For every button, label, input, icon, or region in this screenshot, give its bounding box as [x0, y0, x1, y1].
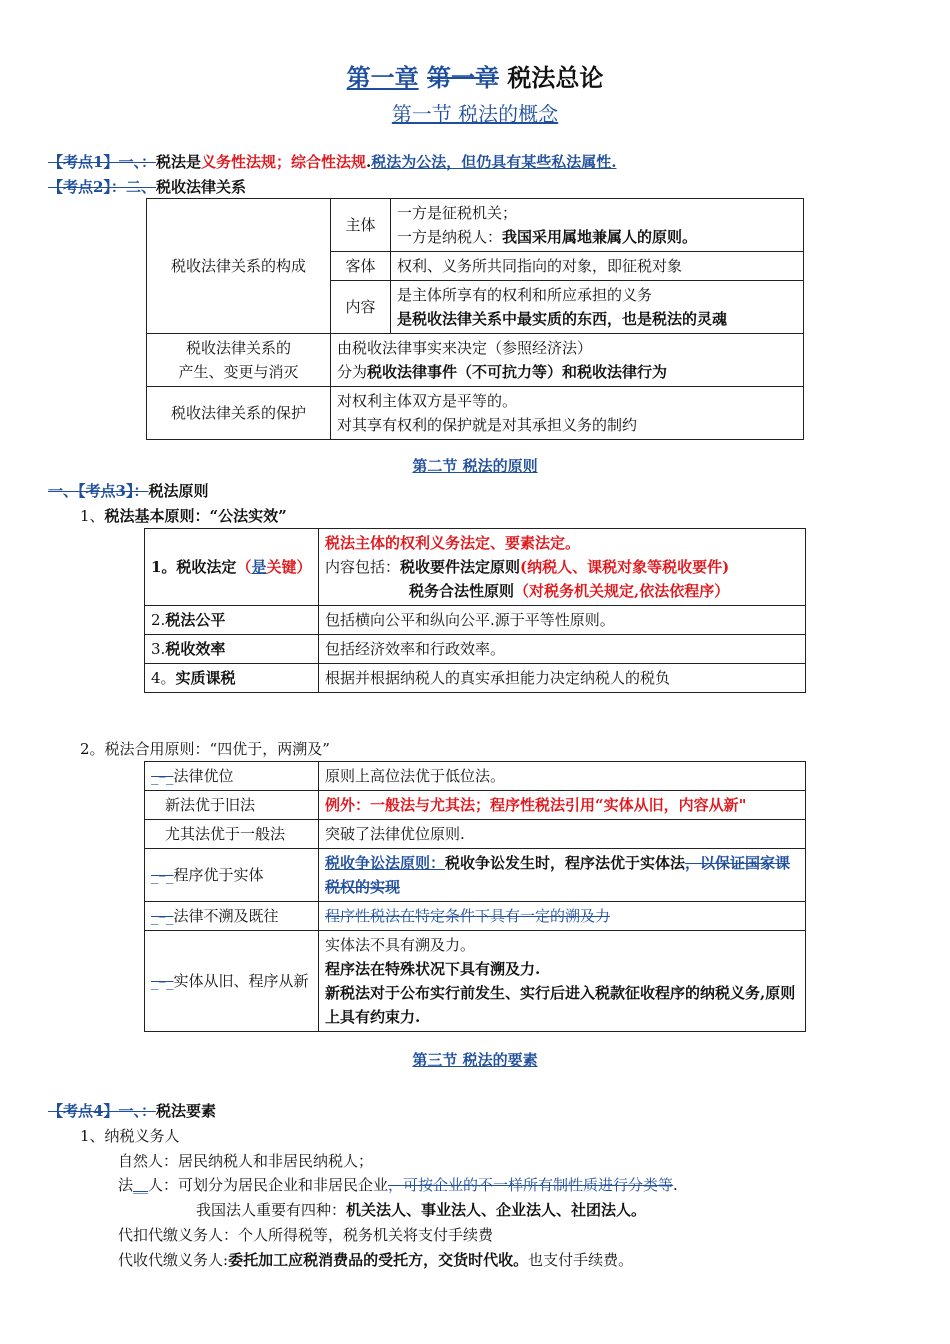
section-3-title: 第三节 税法的要素 — [412, 1051, 538, 1069]
natural-person: 自然人：居民纳税人和非居民纳税人； — [118, 1152, 374, 1170]
legal-person-types: 我国法人重要有四种：机关法人、事业法人、企业法人、社团法人。 — [196, 1201, 647, 1219]
cell-efficiency-content: 包括经济效率和行政效率。 — [319, 635, 806, 664]
cell-new-over-old: 新法优于旧法 — [145, 791, 319, 820]
cell-object-content: 权利、义务所共同指向的对象，即征税对象 — [391, 252, 804, 281]
basic-principle-table — [144, 528, 806, 693]
cell-old-new: _–_实体从旧、程序从新 — [145, 931, 319, 1032]
kaodian-3: 一、【考点3】：税法原则 — [48, 482, 209, 500]
kaodian-1-tag: 【考点1】 — [48, 153, 119, 171]
application-principle: 2。税法合用原则：“四优于，两溯及” — [80, 740, 330, 758]
cell-new-over-old-content: 例外：一般法与尤其法；程序性税法引用“实体从旧，内容从新" — [319, 791, 806, 820]
kaodian-2-tag: 【考点2】： — [48, 178, 126, 196]
section-1-title: 第一节 税法的概念 — [391, 102, 559, 126]
tax-legal-relation-table — [146, 198, 804, 440]
kaodian-4-tag: 【考点4】 — [48, 1102, 119, 1120]
cell-priority: _–_法律优位 — [145, 762, 319, 791]
kaodian-2: 【考点2】：二、税收法律关系 — [48, 178, 246, 196]
cell-special-over-general-content: 突破了法律优位原则. — [319, 820, 806, 849]
cell-priority-content: 原则上高位法优于低位法。 — [319, 762, 806, 791]
legal-person: 法__人：可划分为居民企业和非居民企业，可按企业的不一样所有制性质进行分类等. — [118, 1176, 678, 1194]
cell-efficiency: 3.税收效率 — [145, 635, 319, 664]
cell-composition: 税收法律关系的构成 — [147, 199, 331, 334]
cell-change: 税收法律关系的 产生、变更与消灭 — [147, 334, 331, 387]
cell-subject: 主体 — [331, 199, 391, 252]
kaodian-1: 【考点1】一、：税法是义务性法规；综合性法规.税法为公法，但仍具有某些私法属性. — [48, 153, 617, 171]
cell-non-retroactive-content: 程序性税法在特定条件下具有一定的溯及力 — [319, 902, 806, 931]
cell-special-over-general: 尤其法优于一般法 — [145, 820, 319, 849]
cell-statutory-content: 税法主体的权利义务法定、要素法定。 内容包括：税收要件法定原则(纳税人、课税对象等税收要件) 税务合法性原则（对税务机关规定,依法依程序） — [319, 529, 806, 606]
title-chapter: 第一章 — [346, 64, 419, 92]
application-principle-table — [144, 761, 806, 1032]
collecting-agent: 代收代缴义务人:委托加工应税消费品的受托方，交货时代收。也支付手续费。 — [118, 1251, 634, 1269]
cell-non-retroactive: _–_法律不溯及既往 — [145, 902, 319, 931]
cell-change-content: 由税收法律事实来决定（参照经济法） 分为税收法律事件（不可抗力等）和税收法律行为 — [331, 334, 804, 387]
kaodian-4: 【考点4】一、：税法要素 — [48, 1102, 216, 1120]
cell-content: 内容 — [331, 281, 391, 334]
cell-procedure-over-substance-content: 税收争讼法原则：税收争讼发生时，程序法优于实体法，以保证国家课税权的实现 — [319, 849, 806, 902]
cell-substance: 4。实质课税 — [145, 664, 319, 693]
section-2-title: 第二节 税法的原则 — [412, 457, 538, 475]
cell-procedure-over-substance: _–_程序优于实体 — [145, 849, 319, 902]
cell-protection: 税收法律关系的保护 — [147, 387, 331, 440]
cell-object: 客体 — [331, 252, 391, 281]
cell-fairness: 2.税法公平 — [145, 606, 319, 635]
withholding-agent: 代扣代缴义务人：个人所得税等，税务机关将支付手续费 — [118, 1226, 494, 1244]
cell-fairness-content: 包括横向公平和纵向公平.源于平等性原则。 — [319, 606, 806, 635]
basic-principle: 1、税法基本原则：“公法实效” — [80, 507, 287, 525]
cell-old-new-content: 实体法不具有溯及力。 程序法在特殊状况下具有溯及力. 新税法对于公布实行前发生、实行后进入税款征收程序的纳税义务,原则上具有约束力. — [319, 931, 806, 1032]
cell-protection-content: 对权利主体双方是平等的。 对其享有权利的保护就是对其承担义务的制约 — [331, 387, 804, 440]
cell-content-detail: 是主体所享有的权利和所应承担的义务 是税收法律关系中最实质的东西，也是税法的灵魂 — [391, 281, 804, 334]
taxpayer-heading: 1、纳税义务人 — [80, 1127, 180, 1145]
cell-statutory: 1。税收法定（是关键） — [145, 529, 319, 606]
title-chapter-dup: 第一章 — [427, 64, 499, 92]
page-title — [0, 58, 950, 93]
kaodian-3-tag: 【考点3】： — [78, 482, 149, 500]
cell-substance-content: 根据并根据纳税人的真实承担能力决定纳税人的税负 — [319, 664, 806, 693]
title-text: 税法总论 — [507, 64, 604, 92]
cell-subject-content: 一方是征税机关； 一方是纳税人：我国采用属地兼属人的原则。 — [391, 199, 804, 252]
